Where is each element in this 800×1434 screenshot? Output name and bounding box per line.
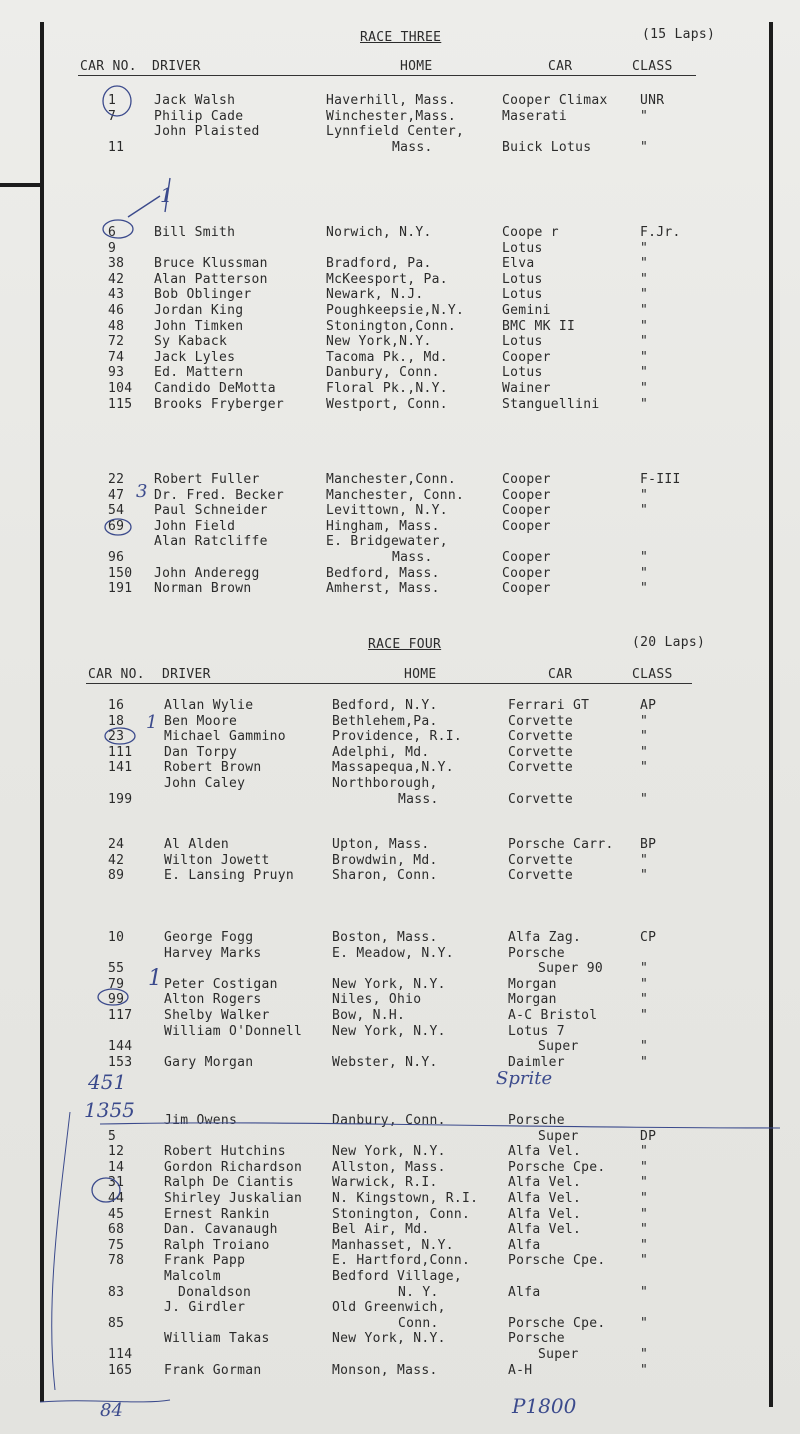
car-number: 48 bbox=[108, 318, 125, 334]
car-number: 117 bbox=[108, 1008, 133, 1023]
car-make: Cooper bbox=[502, 472, 551, 487]
car-number: 46 bbox=[108, 303, 125, 318]
car-make: Porsche bbox=[508, 945, 565, 961]
car-make: Super 90 bbox=[538, 961, 604, 977]
car-number: 1 bbox=[108, 93, 117, 108]
car-number: 44 bbox=[108, 1191, 125, 1206]
car-class: " bbox=[640, 1159, 649, 1175]
car-make: Lotus bbox=[502, 287, 543, 303]
car-make: Porsche bbox=[508, 1331, 565, 1347]
car-make: Cooper bbox=[502, 518, 551, 534]
driver-name: Bruce Klussman bbox=[154, 256, 268, 272]
home-town: Manchester, Conn. bbox=[326, 487, 465, 503]
car-number: 111 bbox=[108, 744, 133, 760]
car-number: 96 bbox=[108, 550, 125, 565]
home-town: McKeesport, Pa. bbox=[326, 271, 448, 287]
home-town: E. Bridgewater, bbox=[326, 534, 448, 550]
car-class: " bbox=[640, 396, 649, 412]
car-class: DP bbox=[640, 1128, 657, 1144]
car-class: " bbox=[640, 1054, 649, 1070]
header-underline bbox=[78, 75, 696, 76]
car-number: 199 bbox=[108, 791, 133, 807]
car-make: Morgan bbox=[508, 976, 557, 992]
driver-name: Ed. Mattern bbox=[154, 365, 244, 381]
driver-name: Gordon Richardson bbox=[164, 1159, 303, 1175]
home-town: E. Hartford,Conn. bbox=[332, 1253, 471, 1269]
header-car: CAR bbox=[548, 59, 573, 74]
home-town: Danbury, Conn. bbox=[332, 1113, 446, 1128]
home-town: Amherst, Mass. bbox=[326, 581, 440, 597]
car-make: Corvette bbox=[508, 868, 574, 884]
car-make: Alfa bbox=[508, 1284, 541, 1300]
header-class: CLASS bbox=[632, 667, 673, 682]
car-class: " bbox=[640, 381, 649, 396]
car-class: F-III bbox=[640, 472, 681, 487]
driver-name: Frank Gorman bbox=[164, 1362, 262, 1378]
home-town: Monson, Mass. bbox=[332, 1362, 438, 1378]
car-class: " bbox=[640, 503, 649, 519]
race-four-laps: (20 Laps) bbox=[632, 635, 706, 650]
driver-name: Alton Rogers bbox=[164, 992, 262, 1008]
car-make: Daimler bbox=[508, 1054, 565, 1070]
car-make: Super bbox=[538, 1039, 579, 1055]
car-number: 75 bbox=[108, 1237, 125, 1253]
car-class: " bbox=[640, 240, 649, 256]
driver-name: Bob Oblinger bbox=[154, 287, 252, 303]
race-three-title: RACE THREE bbox=[360, 30, 442, 45]
car-make: Porsche Cpe. bbox=[508, 1159, 606, 1175]
car-number: 153 bbox=[108, 1054, 133, 1070]
hand-note: 1 bbox=[148, 966, 162, 991]
car-class: " bbox=[640, 729, 649, 745]
car-class: " bbox=[640, 365, 649, 381]
driver-name: Philip Cade bbox=[154, 108, 244, 124]
car-make: Cooper bbox=[502, 550, 551, 565]
car-number: 6 bbox=[108, 225, 117, 240]
car-make: Elva bbox=[502, 256, 535, 272]
car-number: 93 bbox=[108, 365, 125, 381]
car-make: Ferrari GT bbox=[508, 698, 590, 713]
car-make: Alfa Vel. bbox=[508, 1191, 582, 1206]
home-town: Hingham, Mass. bbox=[326, 518, 440, 534]
driver-name: J. Girdler bbox=[164, 1300, 246, 1316]
home-town: Bow, N.H. bbox=[332, 1008, 406, 1023]
car-make: Super bbox=[538, 1347, 579, 1362]
car-class: " bbox=[640, 1222, 649, 1238]
car-class: " bbox=[640, 1237, 649, 1253]
car-class: " bbox=[640, 744, 649, 760]
car-number: 31 bbox=[108, 1175, 125, 1191]
car-make: Alfa Vel. bbox=[508, 1206, 582, 1222]
car-make: Alfa Vel. bbox=[508, 1222, 582, 1238]
driver-name: Ernest Rankin bbox=[164, 1206, 270, 1222]
home-town: Stonington,Conn. bbox=[326, 318, 457, 334]
hand-note: 451 bbox=[88, 1070, 127, 1094]
home-town: Conn. bbox=[398, 1315, 439, 1331]
driver-name: William Takas bbox=[164, 1331, 270, 1347]
home-town: Northborough, bbox=[332, 776, 438, 791]
car-make: Corvette bbox=[508, 760, 574, 776]
driver-name: E. Lansing Pruyn bbox=[164, 868, 295, 884]
car-class: " bbox=[640, 1008, 649, 1023]
car-make: Corvette bbox=[508, 713, 574, 729]
driver-name: Alan Patterson bbox=[154, 271, 268, 287]
car-class: " bbox=[640, 349, 649, 365]
car-make: Lotus bbox=[502, 365, 543, 381]
driver-name: Wilton Jowett bbox=[164, 852, 270, 868]
home-town: Upton, Mass. bbox=[332, 837, 430, 852]
car-make: Corvette bbox=[508, 791, 574, 807]
driver-name: Gary Morgan bbox=[164, 1054, 254, 1070]
header-driver: DRIVER bbox=[152, 59, 201, 74]
car-number: 38 bbox=[108, 256, 125, 272]
home-town: New York,N.Y. bbox=[326, 334, 432, 350]
car-class: UNR bbox=[640, 93, 665, 108]
car-number: 14 bbox=[108, 1159, 125, 1175]
hand-note: 84 bbox=[100, 1400, 123, 1421]
home-town: Norwich, N.Y. bbox=[326, 225, 432, 240]
driver-name: William O'Donnell bbox=[164, 1023, 303, 1039]
car-make: Gemini bbox=[502, 303, 551, 318]
car-make: Stanguellini bbox=[502, 396, 600, 412]
car-make: Cooper bbox=[502, 487, 551, 503]
hand-note: P1800 bbox=[512, 1394, 577, 1418]
home-town: Adelphi, Md. bbox=[332, 744, 430, 760]
home-town: Sharon, Conn. bbox=[332, 868, 438, 884]
car-class: " bbox=[640, 976, 649, 992]
header-car-no: CAR NO. bbox=[88, 667, 145, 682]
home-town: Levittown, N.Y. bbox=[326, 503, 448, 519]
home-town: Providence, R.I. bbox=[332, 729, 463, 745]
home-town: Mass. bbox=[398, 791, 439, 807]
car-number: 23 bbox=[108, 729, 125, 745]
car-make: A-H bbox=[508, 1362, 533, 1378]
car-number: 55 bbox=[108, 961, 125, 977]
car-number: 18 bbox=[108, 713, 125, 729]
car-number: 89 bbox=[108, 868, 125, 884]
driver-name: Dan. Cavanaugh bbox=[164, 1222, 278, 1238]
car-make: Super bbox=[538, 1128, 579, 1144]
header-car-no: CAR NO. bbox=[80, 59, 137, 74]
car-class: " bbox=[640, 1206, 649, 1222]
car-make: Alfa Zag. bbox=[508, 930, 582, 945]
home-town: Tacoma Pk., Md. bbox=[326, 349, 448, 365]
header-class: CLASS bbox=[632, 59, 673, 74]
car-class: " bbox=[640, 961, 649, 977]
car-make: Alfa bbox=[508, 1237, 541, 1253]
car-number: 42 bbox=[108, 271, 125, 287]
driver-name: Robert Fuller bbox=[154, 472, 260, 487]
home-town: Stonington, Conn. bbox=[332, 1206, 471, 1222]
car-number: 85 bbox=[108, 1315, 125, 1331]
car-number: 83 bbox=[108, 1284, 125, 1300]
home-town: Boston, Mass. bbox=[332, 930, 438, 945]
car-make: Porsche Carr. bbox=[508, 837, 614, 852]
car-class: " bbox=[640, 1175, 649, 1191]
car-number: 42 bbox=[108, 852, 125, 868]
car-number: 9 bbox=[108, 240, 117, 256]
hand-note: 3 bbox=[136, 481, 148, 502]
hand-line bbox=[52, 1112, 70, 1390]
car-class: AP bbox=[640, 698, 657, 713]
driver-name: Jack Lyles bbox=[154, 349, 236, 365]
car-make: Lotus 7 bbox=[508, 1023, 565, 1039]
home-town: Bradford, Pa. bbox=[326, 256, 432, 272]
car-class: " bbox=[640, 1347, 649, 1362]
car-class: " bbox=[640, 318, 649, 334]
car-number: 72 bbox=[108, 334, 125, 350]
driver-name: Shelby Walker bbox=[164, 1008, 270, 1023]
home-town: Webster, N.Y. bbox=[332, 1054, 438, 1070]
car-make: Corvette bbox=[508, 744, 574, 760]
driver-name: Allan Wylie bbox=[164, 698, 254, 713]
driver-name: Ben Moore bbox=[164, 713, 238, 729]
driver-name: Candido DeMotta bbox=[154, 381, 276, 396]
car-number: 45 bbox=[108, 1206, 125, 1222]
header-home: HOME bbox=[400, 59, 433, 74]
driver-name: Jim Owens bbox=[164, 1113, 238, 1128]
car-class: " bbox=[640, 334, 649, 350]
car-number: 74 bbox=[108, 349, 125, 365]
home-town: Lynnfield Center, bbox=[326, 124, 465, 140]
car-class: " bbox=[640, 868, 649, 884]
car-make: Cooper bbox=[502, 349, 551, 365]
home-town: Danbury, Conn. bbox=[326, 365, 440, 381]
car-class: " bbox=[640, 852, 649, 868]
hand-note: Sprite bbox=[496, 1068, 553, 1089]
car-number: 7 bbox=[108, 108, 117, 124]
car-make: Buick Lotus bbox=[502, 139, 592, 155]
car-number: 68 bbox=[108, 1222, 125, 1238]
race-three-laps: (15 Laps) bbox=[642, 27, 716, 42]
car-make: Cooper bbox=[502, 503, 551, 519]
car-number: 78 bbox=[108, 1253, 125, 1269]
car-number: 24 bbox=[108, 837, 125, 852]
car-class: " bbox=[640, 256, 649, 272]
home-town: N. Kingstown, R.I. bbox=[332, 1191, 479, 1206]
car-number: 104 bbox=[108, 381, 133, 396]
driver-name: John Anderegg bbox=[154, 565, 260, 581]
car-class: " bbox=[640, 303, 649, 318]
home-town: Allston, Mass. bbox=[332, 1159, 446, 1175]
car-make: A-C Bristol bbox=[508, 1008, 598, 1023]
car-number: 99 bbox=[108, 992, 125, 1008]
car-class: " bbox=[640, 1191, 649, 1206]
car-number: 54 bbox=[108, 503, 125, 519]
home-town: Newark, N.J. bbox=[326, 287, 424, 303]
home-town: Haverhill, Mass. bbox=[326, 93, 457, 108]
car-make: Alfa Vel. bbox=[508, 1144, 582, 1160]
car-make: Alfa Vel. bbox=[508, 1175, 582, 1191]
driver-name: George Fogg bbox=[164, 930, 254, 945]
home-town: Poughkeepsie,N.Y. bbox=[326, 303, 465, 318]
driver-name: Jack Walsh bbox=[154, 93, 236, 108]
home-town: New York, N.Y. bbox=[332, 1144, 446, 1160]
car-make: Coope r bbox=[502, 225, 559, 240]
car-number: 114 bbox=[108, 1347, 133, 1362]
car-number: 5 bbox=[108, 1128, 117, 1144]
car-number: 141 bbox=[108, 760, 133, 776]
hand-note: 1 bbox=[160, 183, 173, 207]
driver-name: Shirley Juskalian bbox=[164, 1191, 303, 1206]
driver-name: Ralph Troiano bbox=[164, 1237, 270, 1253]
home-town: New York, N.Y. bbox=[332, 976, 446, 992]
car-number: 165 bbox=[108, 1362, 133, 1378]
driver-name: Jordan King bbox=[154, 303, 244, 318]
home-town: E. Meadow, N.Y. bbox=[332, 945, 454, 961]
home-town: Browdwin, Md. bbox=[332, 852, 438, 868]
driver-name: Robert Brown bbox=[164, 760, 262, 776]
home-town: Massapequa,N.Y. bbox=[332, 760, 454, 776]
car-make: Porsche Cpe. bbox=[508, 1315, 606, 1331]
car-class: " bbox=[640, 791, 649, 807]
left-tick-mark bbox=[0, 183, 42, 187]
driver-name: Al Alden bbox=[164, 837, 230, 852]
driver-name: Harvey Marks bbox=[164, 945, 262, 961]
car-number: 150 bbox=[108, 565, 133, 581]
car-make: Corvette bbox=[508, 852, 574, 868]
driver-name: Bill Smith bbox=[154, 225, 236, 240]
car-class: " bbox=[640, 992, 649, 1008]
driver-name: Alan Ratcliffe bbox=[154, 534, 268, 550]
right-margin-rule bbox=[769, 22, 773, 1407]
home-town: Old Greenwich, bbox=[332, 1300, 446, 1316]
car-class: " bbox=[640, 1144, 649, 1160]
driver-name: Sy Kaback bbox=[154, 334, 228, 350]
car-make: Corvette bbox=[508, 729, 574, 745]
driver-name: Frank Papp bbox=[164, 1253, 246, 1269]
car-make: Lotus bbox=[502, 334, 543, 350]
home-town: Floral Pk.,N.Y. bbox=[326, 381, 448, 396]
car-class: " bbox=[640, 550, 649, 565]
home-town: Bethlehem,Pa. bbox=[332, 713, 438, 729]
car-class: BP bbox=[640, 837, 657, 852]
car-class: " bbox=[640, 1039, 649, 1055]
car-class: " bbox=[640, 1253, 649, 1269]
car-make: Maserati bbox=[502, 108, 568, 124]
driver-name: Donaldson bbox=[178, 1284, 252, 1300]
driver-name: John Plaisted bbox=[154, 124, 260, 140]
header-driver: DRIVER bbox=[162, 667, 211, 682]
driver-name: Dan Torpy bbox=[164, 744, 238, 760]
home-town: Bedford, N.Y. bbox=[332, 698, 438, 713]
car-make: Porsche Cpe. bbox=[508, 1253, 606, 1269]
car-number: 10 bbox=[108, 930, 125, 945]
driver-name: Norman Brown bbox=[154, 581, 252, 597]
home-town: Winchester,Mass. bbox=[326, 108, 457, 124]
hand-note: 1355 bbox=[84, 1098, 135, 1122]
driver-name: Ralph De Ciantis bbox=[164, 1175, 295, 1191]
car-class: " bbox=[640, 713, 649, 729]
car-number: 144 bbox=[108, 1039, 133, 1055]
car-number: 43 bbox=[108, 287, 125, 303]
home-town: Bedford Village, bbox=[332, 1269, 463, 1284]
home-town: Mass. bbox=[392, 550, 433, 565]
car-class: " bbox=[640, 271, 649, 287]
left-margin-rule bbox=[40, 22, 44, 1402]
car-class: " bbox=[640, 1315, 649, 1331]
home-town: N. Y. bbox=[398, 1284, 439, 1300]
driver-name: Robert Hutchins bbox=[164, 1144, 286, 1160]
car-class: " bbox=[640, 1362, 649, 1378]
car-class: " bbox=[640, 581, 649, 597]
driver-name: Dr. Fred. Becker bbox=[154, 487, 285, 503]
home-town: Niles, Ohio bbox=[332, 992, 422, 1008]
home-town: Westport, Conn. bbox=[326, 396, 448, 412]
driver-name: Paul Schneider bbox=[154, 503, 268, 519]
car-make: Morgan bbox=[508, 992, 557, 1008]
car-class: " bbox=[640, 565, 649, 581]
car-number: 11 bbox=[108, 139, 125, 155]
home-town: New York, N.Y. bbox=[332, 1023, 446, 1039]
car-make: BMC MK II bbox=[502, 318, 576, 334]
car-number: 115 bbox=[108, 396, 133, 412]
driver-name: John Caley bbox=[164, 776, 246, 791]
car-make: Lotus bbox=[502, 271, 543, 287]
car-make: Porsche bbox=[508, 1113, 565, 1128]
header-home: HOME bbox=[404, 667, 437, 682]
car-class: F.Jr. bbox=[640, 225, 681, 240]
home-town: Warwick, R.I. bbox=[332, 1175, 438, 1191]
car-make: Wainer bbox=[502, 381, 551, 396]
home-town: Bedford, Mass. bbox=[326, 565, 440, 581]
race-four-title: RACE FOUR bbox=[368, 637, 442, 652]
car-make: Cooper Climax bbox=[502, 93, 608, 108]
header-underline bbox=[86, 683, 692, 684]
car-class: " bbox=[640, 487, 649, 503]
driver-name: Brooks Fryberger bbox=[154, 396, 285, 412]
home-town: Manhasset, N.Y. bbox=[332, 1237, 454, 1253]
car-number: 47 bbox=[108, 487, 125, 503]
car-class: " bbox=[640, 287, 649, 303]
hand-note: 1 bbox=[146, 712, 158, 733]
home-town: Bel Air, Md. bbox=[332, 1222, 430, 1238]
home-town: New York, N.Y. bbox=[332, 1331, 446, 1347]
car-class: " bbox=[640, 108, 649, 124]
car-class: " bbox=[640, 760, 649, 776]
car-number: 79 bbox=[108, 976, 125, 992]
driver-name: Peter Costigan bbox=[164, 976, 278, 992]
car-make: Cooper bbox=[502, 565, 551, 581]
car-number: 16 bbox=[108, 698, 125, 713]
car-number: 69 bbox=[108, 518, 125, 534]
car-make: Cooper bbox=[502, 581, 551, 597]
car-number: 12 bbox=[108, 1144, 125, 1160]
car-class: " bbox=[640, 1284, 649, 1300]
home-town: Mass. bbox=[392, 139, 433, 155]
car-number: 191 bbox=[108, 581, 133, 597]
driver-name: Malcolm bbox=[164, 1269, 221, 1284]
driver-name: John Field bbox=[154, 518, 236, 534]
car-number: 22 bbox=[108, 472, 125, 487]
car-class: " bbox=[640, 139, 649, 155]
car-make: Lotus bbox=[502, 240, 543, 256]
driver-name: John Timken bbox=[154, 318, 244, 334]
home-town: Manchester,Conn. bbox=[326, 472, 457, 487]
header-car: CAR bbox=[548, 667, 573, 682]
car-class: CP bbox=[640, 930, 657, 945]
driver-name: Michael Gammino bbox=[164, 729, 286, 745]
